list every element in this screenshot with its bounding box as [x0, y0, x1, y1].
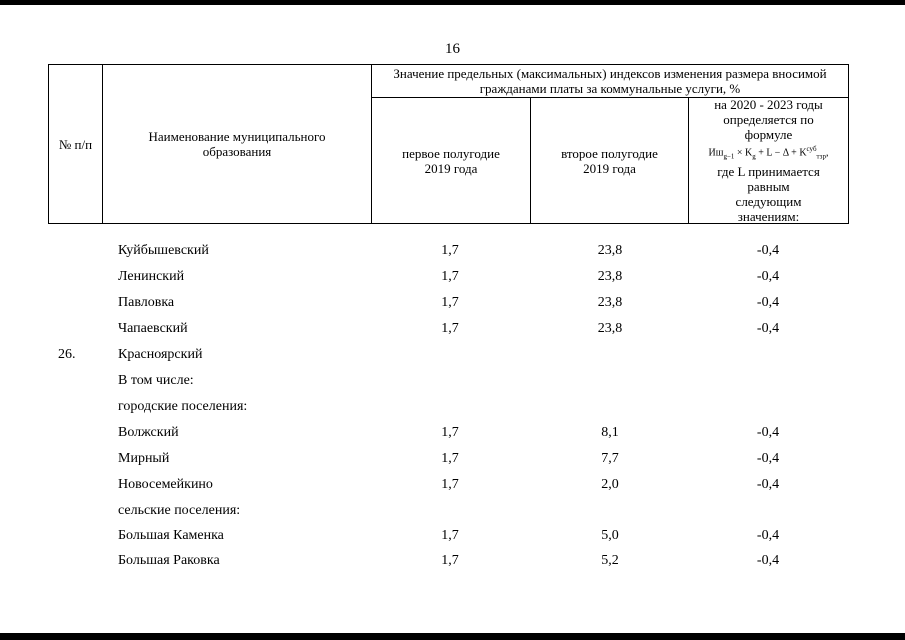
row-first-half-value: 1,7: [441, 295, 459, 310]
row-first-half-value: 1,7: [441, 528, 459, 543]
row-first-half-value: 1,7: [441, 269, 459, 284]
formula-sup-3: суб: [806, 144, 817, 153]
formula-sub-3: тзр: [816, 152, 826, 161]
bottom-border: [0, 633, 905, 640]
table-header: [48, 64, 849, 224]
row-second-half-value: 7,7: [601, 451, 619, 466]
table-row: [0, 501, 905, 521]
row-name: Красноярский: [118, 347, 203, 362]
header-col-name: Наименование муниципального образования: [148, 129, 326, 159]
row-second-half-value: 8,1: [601, 425, 619, 440]
table-row: [0, 551, 905, 571]
table-row: [0, 267, 905, 287]
row-name: Большая Раковка: [118, 553, 220, 568]
row-2020-2023-value: -0,4: [756, 295, 780, 310]
table-row: [0, 526, 905, 546]
header-col-num: № п/п: [58, 136, 93, 152]
formula-sub-1: g−1: [723, 152, 735, 161]
header-col-first-half: первое полугодие 2019 года: [402, 145, 500, 176]
row-name: сельские поселения:: [118, 503, 241, 518]
formula-tail: ,: [825, 147, 829, 159]
row-number: 26.: [58, 347, 76, 362]
row-first-half-value: 1,7: [441, 425, 459, 440]
table-row: [0, 345, 905, 365]
row-name: городские поселения:: [118, 399, 248, 414]
row-2020-2023-value: -0,4: [756, 269, 780, 284]
row-second-half-value: 23,8: [597, 243, 623, 258]
row-name: Павловка: [118, 295, 175, 310]
row-2020-2023-value: -0,4: [756, 243, 780, 258]
table-row: [0, 241, 905, 261]
row-2020-2023-value: -0,4: [756, 425, 780, 440]
row-second-half-value: 23,8: [597, 295, 623, 310]
row-name: Волжский: [118, 425, 179, 440]
row-2020-2023-value: -0,4: [756, 553, 780, 568]
row-second-half-value: 5,0: [601, 528, 619, 543]
row-name: Ленинский: [118, 269, 185, 284]
table-row: [0, 449, 905, 469]
table-row: [0, 371, 905, 391]
formula-times: × K: [734, 147, 753, 159]
header-col-2020-2023-top: на 2020 - 2023 годы определяется по формуле: [714, 96, 823, 142]
row-2020-2023-value: -0,4: [756, 451, 780, 466]
header-col-second-half: второе полугодие 2019 года: [561, 145, 658, 176]
row-name: Чапаевский: [118, 321, 188, 336]
row-first-half-value: 1,7: [441, 451, 459, 466]
table-row: [0, 319, 905, 339]
row-second-half-value: 2,0: [601, 477, 619, 492]
table-row: [0, 397, 905, 417]
row-name: В том числе:: [118, 373, 194, 388]
row-second-half-value: 23,8: [597, 269, 623, 284]
top-border: [0, 0, 905, 5]
header-col-2020-2023: [689, 98, 848, 223]
row-name: Куйбышевский: [118, 243, 209, 258]
row-second-half-value: 5,2: [601, 553, 619, 568]
row-2020-2023-value: -0,4: [756, 477, 780, 492]
row-2020-2023-value: -0,4: [756, 528, 780, 543]
row-first-half-value: 1,7: [441, 321, 459, 336]
row-name: Большая Каменка: [118, 528, 224, 543]
table-row: [0, 423, 905, 443]
row-name: Новосемейкино: [118, 477, 213, 492]
formula-sub-2: g: [752, 152, 756, 161]
row-first-half-value: 1,7: [441, 553, 459, 568]
table-row: [0, 475, 905, 495]
row-first-half-value: 1,7: [441, 243, 459, 258]
formula: [709, 142, 829, 164]
header-col-2020-2023-bottom: где L принимается равным следующим значениям:: [717, 164, 820, 225]
page-number: 16: [445, 41, 460, 57]
formula-rest: + L − Δ + K: [755, 147, 807, 159]
row-2020-2023-value: -0,4: [756, 321, 780, 336]
table-row: [0, 293, 905, 313]
header-col-group: Значение предельных (максимальных) индексов изменения размера вносимой гражданами платы за коммунальные услуги, %: [393, 66, 827, 96]
row-first-half-value: 1,7: [441, 477, 459, 492]
row-second-half-value: 23,8: [597, 321, 623, 336]
formula-main: Иш: [708, 147, 724, 159]
header-border-right: [848, 64, 849, 224]
row-name: Мирный: [118, 451, 170, 466]
